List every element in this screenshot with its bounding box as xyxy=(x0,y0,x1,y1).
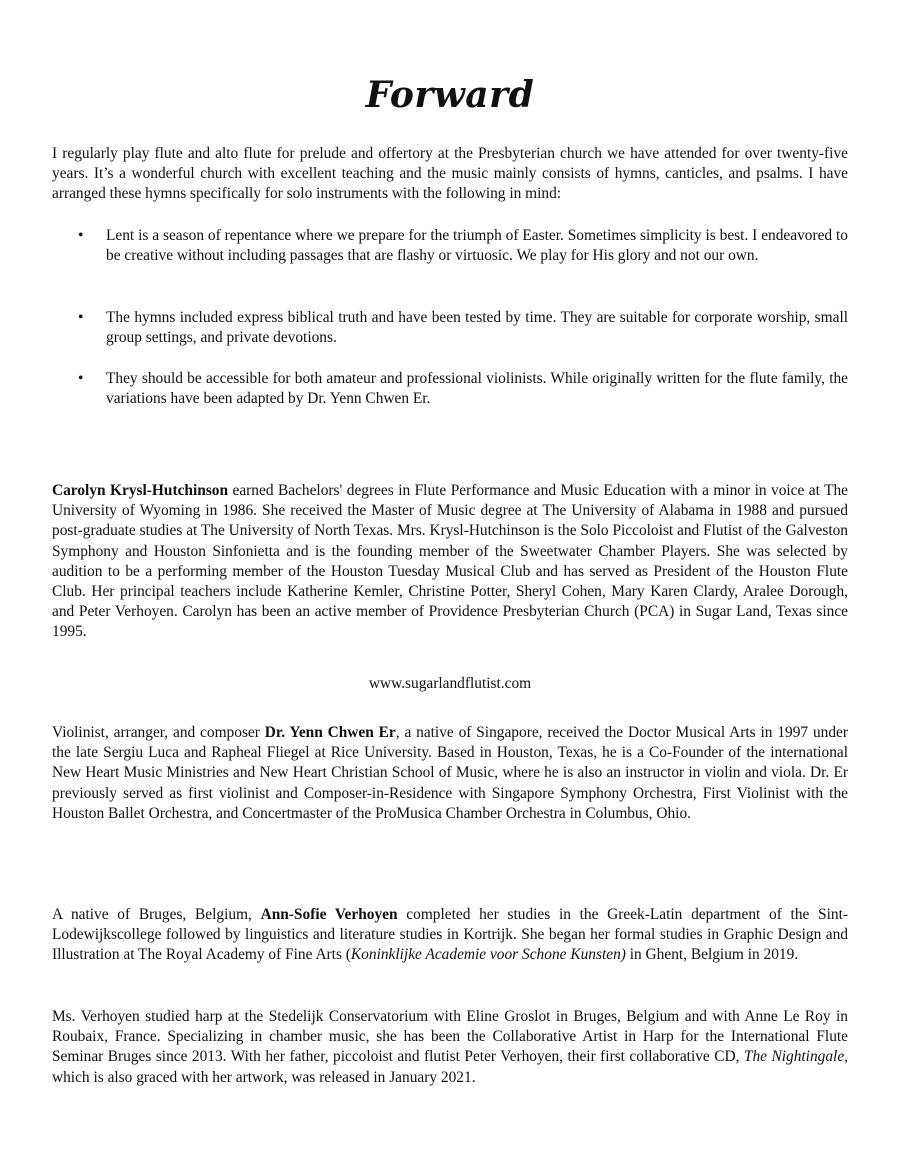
bio-ann-end: in Ghent, Belgium in 2019. xyxy=(625,946,799,964)
bullet-icon: • xyxy=(78,309,84,326)
bullet-icon: • xyxy=(78,227,84,244)
bio-ann-name: Ann-Sofie Verhoyen xyxy=(260,906,398,923)
bio-ann-academy: Koninklijke Academie voor Schone Kunsten) xyxy=(350,946,626,964)
bullet-text: They should be accessible for both amateur and professional violinists. While originally written for the flute family, the variations have been adapted by Dr. Yenn Chwen Er. xyxy=(106,370,848,408)
page-title: Forward xyxy=(365,74,535,116)
bio-yenn-text: , a native of Singapore, received the Doctor Musical Arts in 1997 under the late Sergiu Luca and Rapheal Fliegel at Rice University. Based in Houston, Texas, he is a Co-Founder of the international New Heart Music Ministries and New Heart Christian School of Music, where he is also an instructor in violin and viola. Dr. Er previously served as first violinist and Composer-in-Residence with Singapore Symphony Orchestra, First Violinist with the Houston Ballet Orchestra, and Concertmaster of the ProMusica Chamber Orchestra in Columbus, Ohio. xyxy=(52,724,848,822)
bio-yenn-name: Dr. Yenn Chwen Er xyxy=(264,724,396,741)
website-link[interactable]: www.sugarlandflutist.com xyxy=(368,675,532,692)
bio-ann-2-text: Ms. Verhoyen studied harp at the Stedelijk Conservatorium with Eline Groslot in Bruges, Belgium and with Anne Le Roy in Roubaix, France. Specializing in chamber music, she has been the Collaborative Artist in Harp for the International Flute Seminar Bruges since 2013. With her father, piccoloist and flutist Peter Verhoyen, their first collaborative CD, xyxy=(52,1008,848,1066)
bio-yenn-intro: Violinist, arranger, and composer xyxy=(52,724,265,741)
bullet-icon: • xyxy=(78,370,84,387)
bio-carolyn-name: Carolyn Krysl-Hutchinson xyxy=(52,482,229,499)
bio-ann-intro: A native of Bruges, Belgium, xyxy=(52,906,261,923)
bio-ann-text: completed her studies in the Greek-Latin department of the Sint-Lodewijkscollege followed by linguistics and literature studies in Kortrijk. She began her formal studies in Graphic Design and Illustration at The Royal Academy of Fine Arts ( xyxy=(52,906,848,964)
bio-ann-2-cd-title: The Nightingale, xyxy=(743,1048,848,1066)
bio-carolyn-text: earned Bachelors' degrees in Flute Performance and Music Education with a minor in voice at The University of Wyoming in 1986. She received the Master of Music degree at The University of Alabama in 1988 and pursued post-graduate studies at The University of North Texas. Mrs. Krysl-Hutchinson is the Solo Piccoloist and Flutist of the Galveston Symphony and Houston Sinfonietta and is the founding member of the Sweetwater Chamber Players. She was selected by audition to be a performing member of the Houston Tuesday Musical Club and has served as President of the Houston Flute Club. Her principal teachers include Katherine Kemler, Christine Potter, Sheryl Cohen, Mary Karen Clardy, Aralee Dorough, and Peter Verhoyen. Carolyn has been an active member of Providence Presbyterian Church (PCA) in Sugar Land, Texas since 1995. xyxy=(52,482,849,641)
bullet-text: The hymns included express biblical truth and have been tested by time. They are suitable for corporate worship, small group settings, and private devotions. xyxy=(106,309,848,347)
bio-yenn xyxy=(52,723,848,824)
bio-ann-2-end: which is also graced with her artwork, was released in January 2021. xyxy=(52,1068,476,1086)
bio-ann xyxy=(52,905,848,966)
bio-carolyn xyxy=(52,481,848,643)
intro-paragraph: I regularly play flute and alto flute for prelude and offertory at the Presbyterian church we have attended for over twenty-five years. It’s a wonderful church with excellent teaching and the music mainly consists of hymns, canticles, and psalms. I have arranged these hymns specifically for solo instruments with the following in mind: xyxy=(52,145,848,203)
bio-ann-2 xyxy=(52,1007,848,1088)
bullet-text: Lent is a season of repentance where we prepare for the triumph of Easter. Sometimes simplicity is best. I endeavored to be creative without including passages that are flashy or virtuosic. We play for His glory and not our own. xyxy=(106,227,848,265)
